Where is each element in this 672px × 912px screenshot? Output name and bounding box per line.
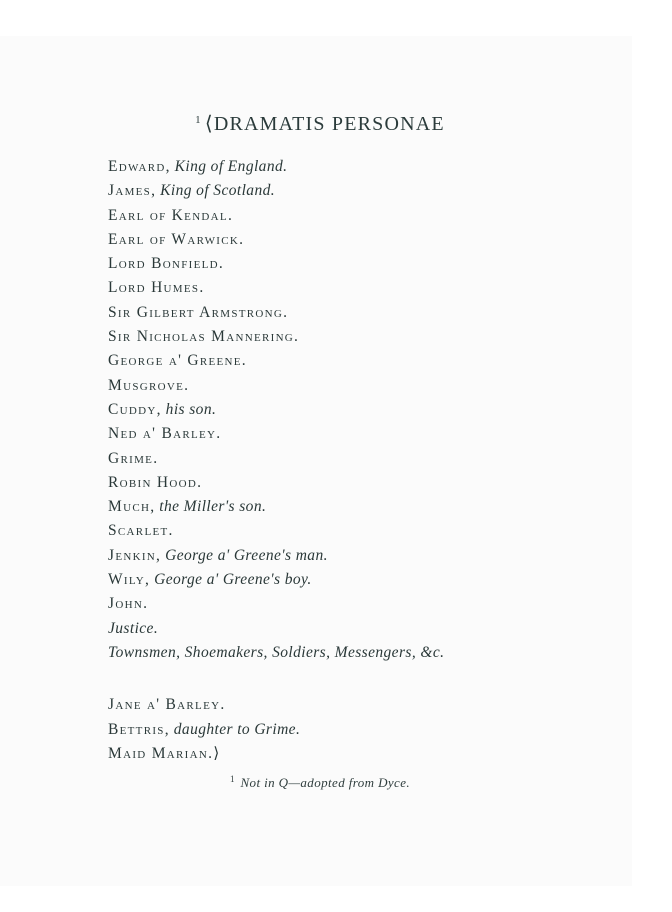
character-name: Jane a' Barley. [108,696,226,714]
character-name: Bettris, [108,720,170,738]
character-name: Wily, [108,571,151,589]
title-text: ⟨DRAMATIS PERSONAE [204,113,445,135]
footnote-text: Not in Q—adopted from Dyce. [240,775,411,790]
character-name: Maid Marian.⟩ [108,744,221,762]
page-title [0,111,640,136]
character-name: Jenkin, [108,546,162,564]
scan-margin-right [632,212,672,912]
scan-margin-top [0,0,672,36]
character-name: Robin Hood. [108,473,203,491]
list-item [108,641,608,665]
character-name: Musgrove. [108,376,190,394]
list-item [108,495,608,519]
footnote [0,774,640,791]
footnote-marker: 1 [229,774,235,784]
character-name: Lord Humes. [108,279,205,297]
list-item [108,398,608,422]
character-description: Justice. [108,619,159,637]
character-name: Ned a' Barley. [108,425,222,443]
character-name: Earl of Warwick. [108,230,245,248]
character-name: Earl of Kendal. [108,206,234,224]
list-item [108,301,608,325]
character-name: Lord Bonfield. [108,255,225,273]
character-name: Scarlet. [108,522,174,540]
list-item [108,617,608,641]
footnote-marker: 1 [195,114,202,126]
list-item [108,374,608,398]
character-name: Much, [108,498,156,516]
list-item [108,471,608,495]
character-description: the Miller's son. [159,498,267,516]
character-description: King of England. [174,158,288,175]
list-item [108,447,608,471]
list-item [108,718,608,742]
list-item [108,693,608,717]
character-name: James, [108,182,157,200]
list-item [108,325,608,349]
list-item [108,592,608,616]
list-item [108,252,608,276]
list-item [108,742,608,766]
list-item [108,422,608,446]
character-name: Edward, [108,158,171,175]
list-item [108,519,608,543]
character-name: Sir Nicholas Mannering. [108,328,300,346]
character-name: John. [108,595,149,613]
character-description: daughter to Grime. [173,720,301,738]
list-item [108,204,608,228]
character-name: George a' Greene. [108,352,247,370]
list-item [108,179,608,203]
list-item [108,349,608,373]
list-item [108,568,608,592]
dramatis-personae-list [108,155,608,766]
list-item [108,544,608,568]
character-description: George a' Greene's boy. [154,571,312,589]
character-name: Sir Gilbert Armstrong. [108,303,289,321]
character-description: George a' Greene's man. [165,546,328,564]
list-item [108,276,608,300]
list-item [108,228,608,252]
character-description: his son. [165,400,217,418]
list-item [108,155,608,179]
character-name: Cuddy, [108,400,162,418]
section-spacer [108,665,608,693]
character-name: Grime. [108,449,159,467]
character-description: Townsmen, Shoemakers, Soldiers, Messengers, &c. [108,643,445,661]
character-description: King of Scotland. [160,182,276,200]
